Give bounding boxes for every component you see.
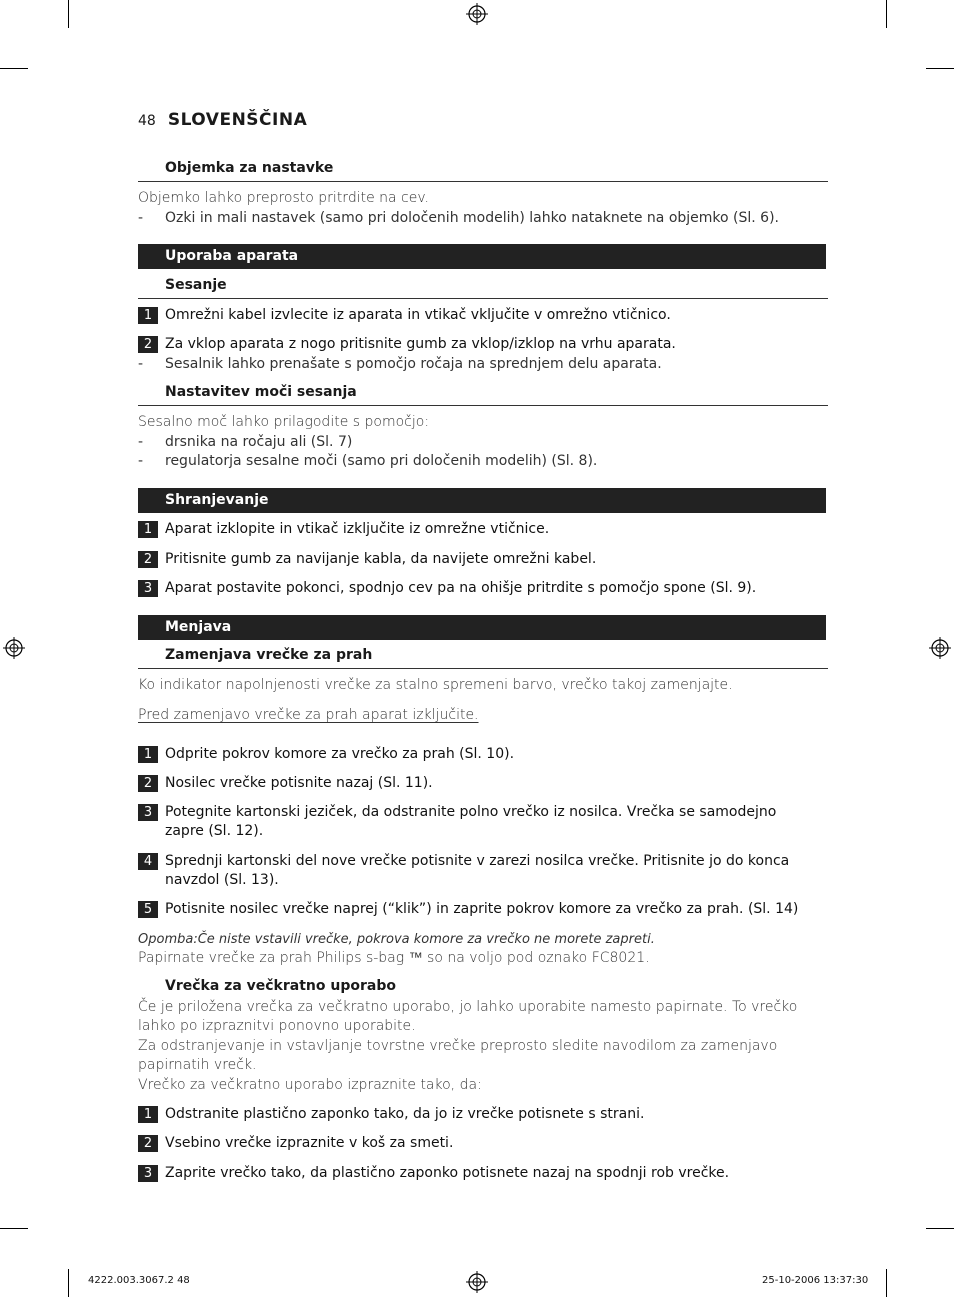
footer-code: 4222.003.3067.2 48 — [88, 1275, 190, 1286]
warning-text: Pred zamenjavo vrečke za prah aparat izključite. — [138, 707, 479, 723]
registration-mark-icon — [929, 637, 951, 659]
divider — [138, 668, 828, 669]
paragraph: Ko indikator napolnjenosti vrečke za stalno spremeni barvo, vrečko takoj zamenjajte. — [138, 677, 733, 693]
paragraph: Če je priložena vrečka za večkratno uporabo, jo lahko uporabite namesto papirnate. To vrečko lahko po izpraznitvi ponovno uporabite. — [138, 999, 798, 1034]
crop-mark — [0, 1228, 28, 1229]
page-header — [138, 110, 307, 130]
subheading-suction-power: Nastavitev moči sesanja — [165, 384, 357, 400]
crop-mark — [0, 68, 28, 69]
section-band-storage: Shranjevanje — [138, 488, 826, 513]
divider — [138, 298, 828, 299]
crop-mark — [886, 1269, 887, 1297]
footer-date: 25-10-2006 13:37:30 — [762, 1275, 869, 1286]
paragraph: Objemko lahko preprosto pritrdite na cev. — [138, 190, 430, 206]
note-text: Opomba:Če niste vstavili vrečke, pokrova komore za vrečko ne morete zapreti. — [138, 932, 655, 947]
page-title: SLOVENŠČINA — [167, 110, 308, 130]
crop-mark — [68, 0, 69, 28]
divider — [138, 405, 828, 406]
subheading-vacuuming: Sesanje — [165, 277, 227, 293]
paragraph: Papirnate vrečke za prah Philips s-bag ™ so na voljo pod oznako FC8021. — [138, 950, 650, 966]
crop-mark — [926, 68, 954, 69]
registration-mark-icon — [466, 1271, 488, 1293]
paragraph: Vrečko za večkratno uporabo izpraznite tako, da: — [138, 1077, 482, 1093]
crop-mark — [886, 0, 887, 28]
subheading-dustbag: Zamenjava vrečke za prah — [165, 647, 373, 663]
crop-mark — [926, 1228, 954, 1229]
page-number: 48 — [138, 113, 156, 129]
crop-mark — [68, 1269, 69, 1297]
subheading-reusable-bag: Vrečka za večkratno uporabo — [165, 978, 396, 994]
paragraph: Sesalno moč lahko prilagodite s pomočjo: — [138, 414, 430, 430]
paragraph: Za odstranjevanje in vstavljanje tovrstne vrečke preprosto sledite navodilom za zamenjavo papirnatih vrečk. — [138, 1038, 778, 1073]
registration-mark-icon — [466, 3, 488, 25]
subheading-attachment-clip: Objemka za nastavke — [165, 160, 334, 176]
section-band-using: Uporaba aparata — [138, 244, 826, 269]
registration-mark-icon — [3, 637, 25, 659]
section-band-replacement: Menjava — [138, 615, 826, 640]
divider — [138, 181, 828, 182]
